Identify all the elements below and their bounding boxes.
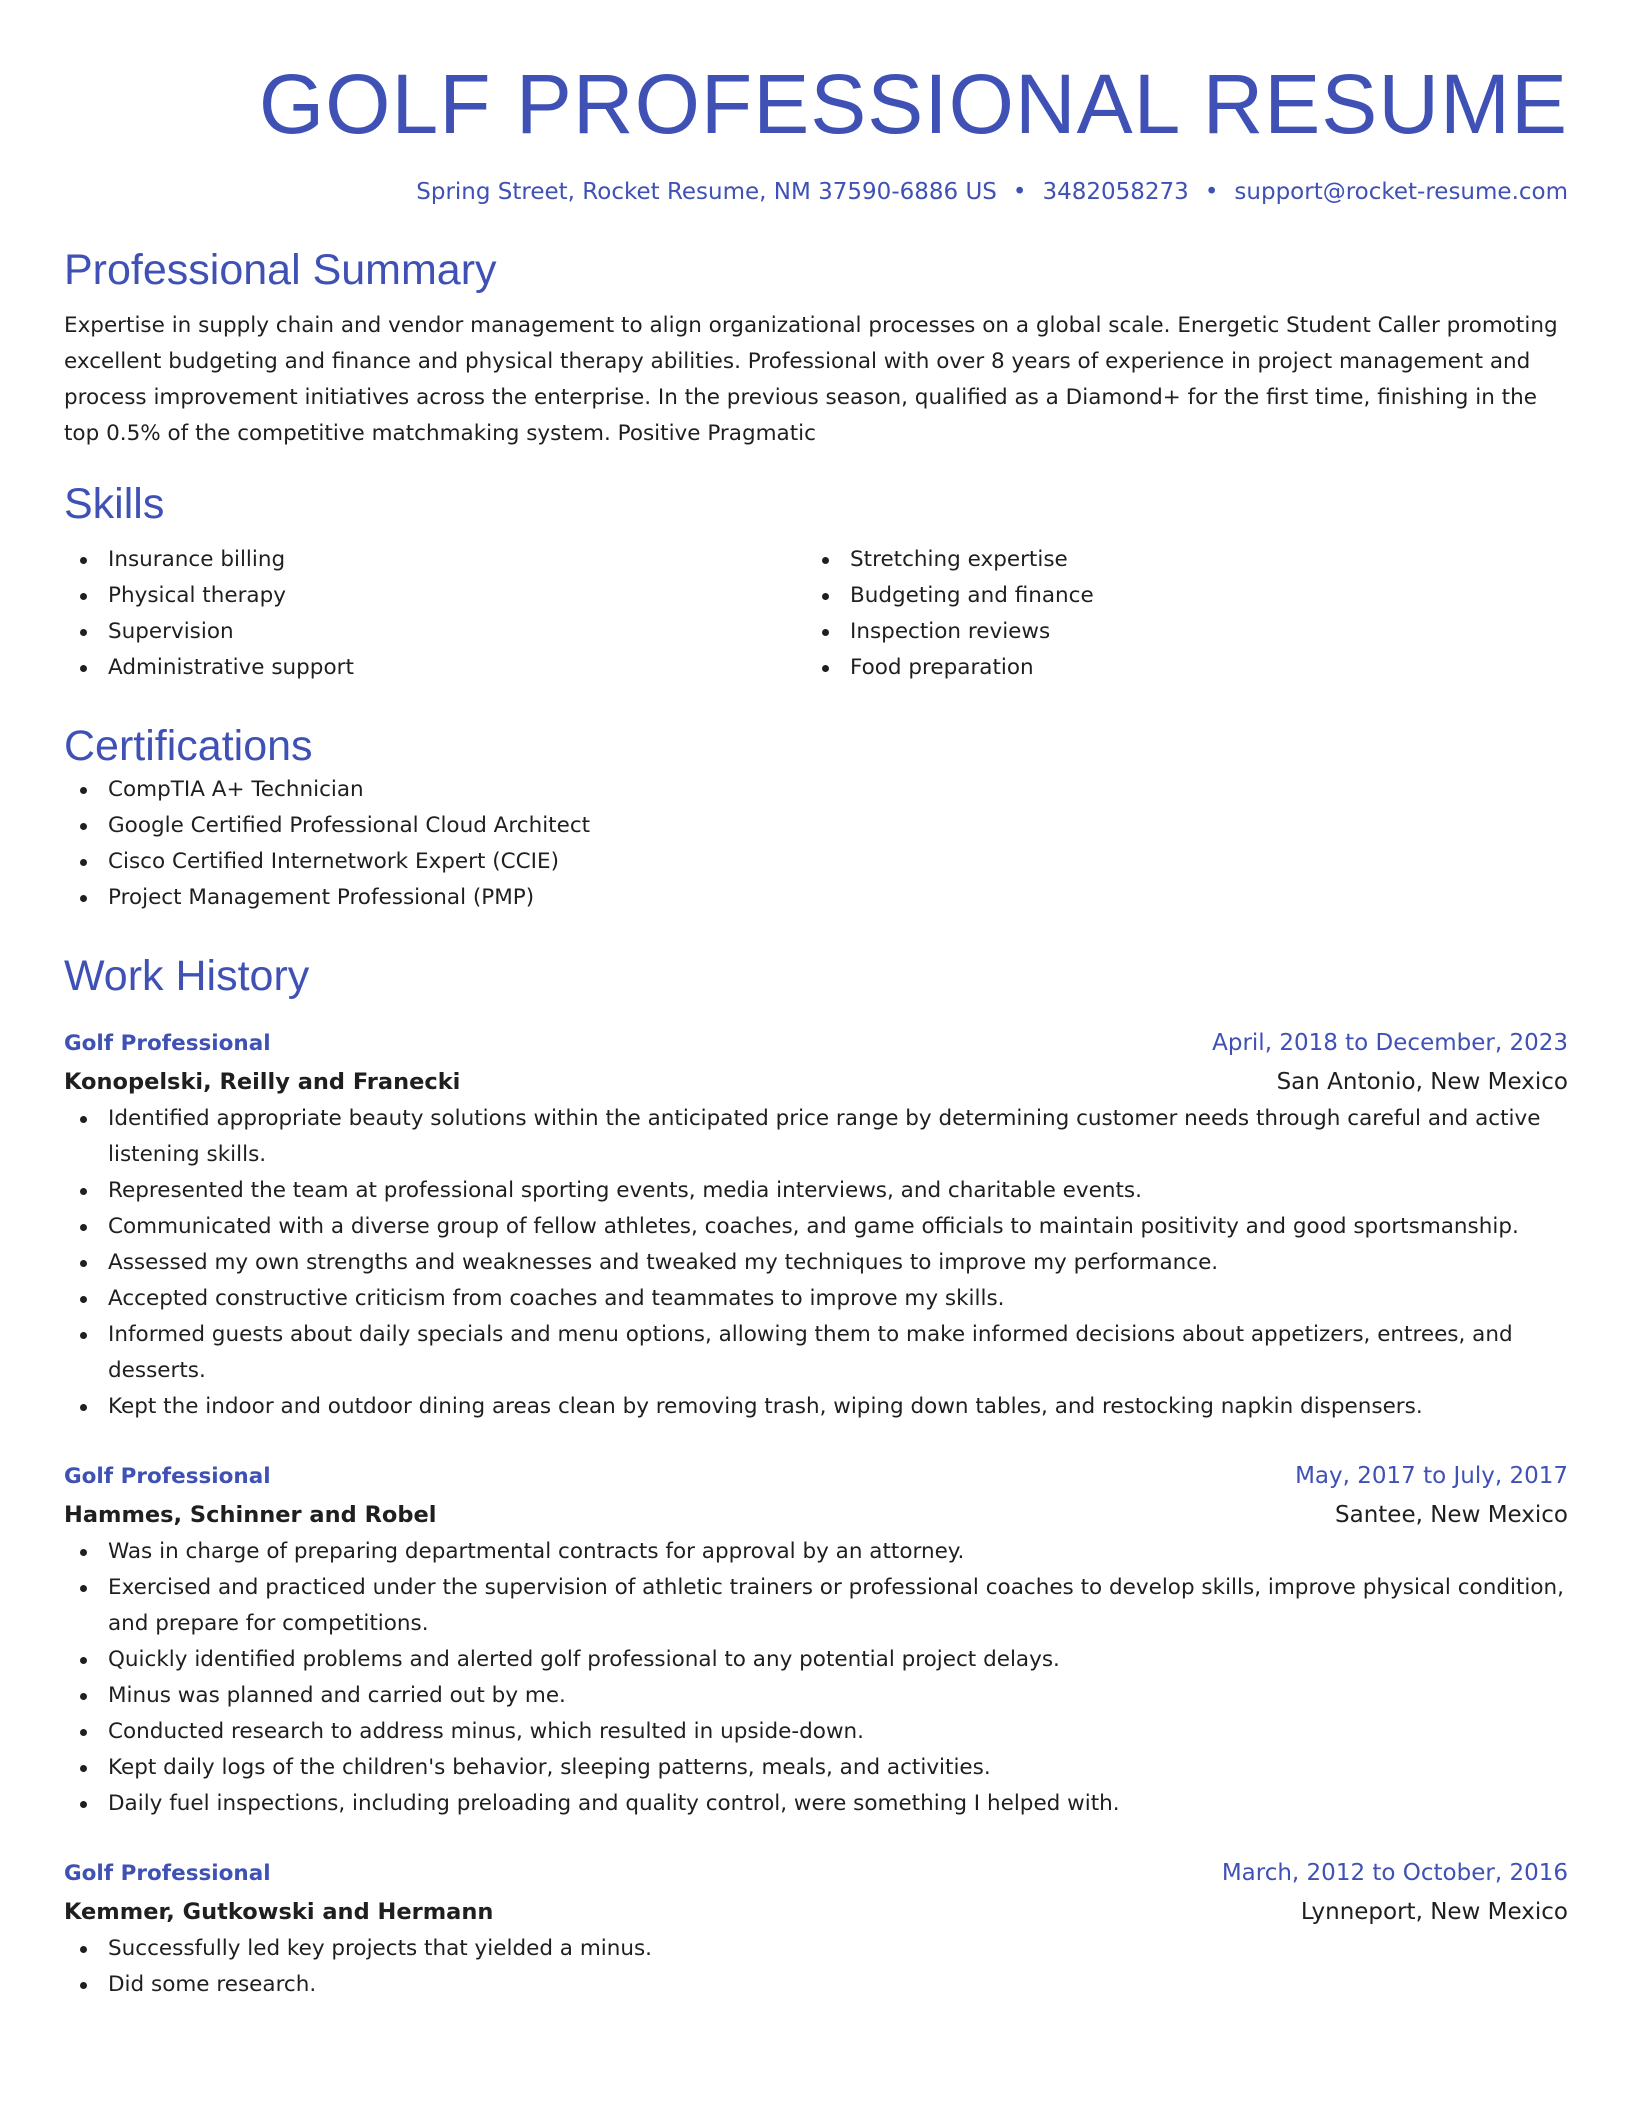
contact-separator: • xyxy=(1012,179,1027,205)
skills-heading: Skills xyxy=(64,480,165,528)
skill-item: Stretching expertise xyxy=(806,542,1548,578)
job-duty: Represented the team at professional sporting events, media interviews, and charitable events. xyxy=(64,1173,1568,1209)
resume-page xyxy=(64,0,1568,2003)
work-history-heading: Work History xyxy=(64,952,310,1000)
job-location: Santee, New Mexico xyxy=(1335,1502,1568,1528)
job-dates: April, 2018 to December, 2023 xyxy=(1212,1030,1568,1056)
certifications-heading: Certifications xyxy=(64,722,313,770)
job-entry xyxy=(64,1024,1568,1425)
job-duty: Assessed my own strengths and weaknesses and tweaked my techniques to improve my performance. xyxy=(64,1245,1568,1281)
contact-separator: • xyxy=(1204,179,1219,205)
certification-item: Google Certified Professional Cloud Architect xyxy=(64,808,1568,844)
skill-item: Supervision xyxy=(64,614,806,650)
contact-address: Spring Street, Rocket Resume, NM 37590-6886 US xyxy=(416,179,997,205)
job-duty: Did some research. xyxy=(64,1967,1568,2003)
job-duty: Kept daily logs of the children's behavior, sleeping patterns, meals, and activities. xyxy=(64,1750,1568,1786)
job-entry xyxy=(64,1457,1568,1822)
job-dates: May, 2017 to July, 2017 xyxy=(1295,1463,1568,1489)
resume-title: GOLF PROFESSIONAL RESUME xyxy=(258,57,1568,151)
job-company: Hammes, Schinner and Robel xyxy=(64,1502,437,1528)
job-duty: Minus was planned and carried out by me. xyxy=(64,1678,1568,1714)
skill-item: Inspection reviews xyxy=(806,614,1548,650)
job-location: San Antonio, New Mexico xyxy=(1276,1069,1568,1095)
job-duty: Successfully led key projects that yielded a minus. xyxy=(64,1931,1568,1967)
job-duties xyxy=(64,1931,1568,2003)
job-duty: Daily fuel inspections, including preloading and quality control, were something I helped with. xyxy=(64,1786,1568,1822)
contact-phone: 3482058273 xyxy=(1042,179,1189,205)
summary-heading: Professional Summary xyxy=(64,246,497,294)
skills-grid xyxy=(64,542,1568,686)
job-title: Golf Professional xyxy=(64,1861,271,1886)
job-location: Lynneport, New Mexico xyxy=(1300,1899,1568,1925)
job-duty: Was in charge of preparing departmental contracts for approval by an attorney. xyxy=(64,1534,1568,1570)
certifications-list xyxy=(64,772,1568,916)
skill-item: Insurance billing xyxy=(64,542,806,578)
job-company: Konopelski, Reilly and Franecki xyxy=(64,1069,461,1095)
skill-item: Administrative support xyxy=(64,650,806,686)
job-duty: Informed guests about daily specials and menu options, allowing them to make informed decisions about appetizers, entrees, and desserts. xyxy=(64,1317,1568,1389)
certification-item: CompTIA A+ Technician xyxy=(64,772,1568,808)
skill-item: Budgeting and finance xyxy=(806,578,1548,614)
job-duty: Conducted research to address minus, which resulted in upside-down. xyxy=(64,1714,1568,1750)
certification-item: Project Management Professional (PMP) xyxy=(64,880,1568,916)
job-duty: Quickly identified problems and alerted golf professional to any potential project delays. xyxy=(64,1642,1568,1678)
work-history-list xyxy=(64,1024,1568,2003)
job-title: Golf Professional xyxy=(64,1464,271,1489)
job-duty: Exercised and practiced under the supervision of athletic trainers or professional coaches to develop skills, improve physical condition, and prepare for competitions. xyxy=(64,1570,1568,1642)
job-duty: Identified appropriate beauty solutions within the anticipated price range by determining customer needs through careful and active listening skills. xyxy=(64,1101,1568,1173)
contact-line xyxy=(64,176,1568,208)
skill-item: Food preparation xyxy=(806,650,1548,686)
job-entry xyxy=(64,1854,1568,2003)
job-duty: Communicated with a diverse group of fellow athletes, coaches, and game officials to maintain positivity and good sportsmanship. xyxy=(64,1209,1568,1245)
job-duty: Accepted constructive criticism from coaches and teammates to improve my skills. xyxy=(64,1281,1568,1317)
certification-item: Cisco Certified Internetwork Expert (CCIE) xyxy=(64,844,1568,880)
job-duties xyxy=(64,1534,1568,1822)
job-dates: March, 2012 to October, 2016 xyxy=(1221,1860,1568,1886)
contact-email[interactable]: support@rocket-resume.com xyxy=(1234,179,1568,205)
skills-column-left xyxy=(64,542,806,686)
job-company: Kemmer, Gutkowski and Hermann xyxy=(64,1899,494,1925)
job-title: Golf Professional xyxy=(64,1031,271,1056)
job-duty: Kept the indoor and outdoor dining areas clean by removing trash, wiping down tables, and restocking napkin dispensers. xyxy=(64,1389,1568,1425)
skills-column-right xyxy=(806,542,1548,686)
summary-text: Expertise in supply chain and vendor management to align organizational processes on a global scale. Energetic Student Caller promoting excellent budgeting and finance and physical therapy abilities. Professional with over 8 years of experience in project management and process improvement initiatives across the enterprise. In the previous season, qualified as a Diamond+ for the first time, finishing in the top 0.5% of the competitive matchmaking system. Positive Pragmatic xyxy=(64,313,1558,446)
job-duties xyxy=(64,1101,1568,1425)
skill-item: Physical therapy xyxy=(64,578,806,614)
